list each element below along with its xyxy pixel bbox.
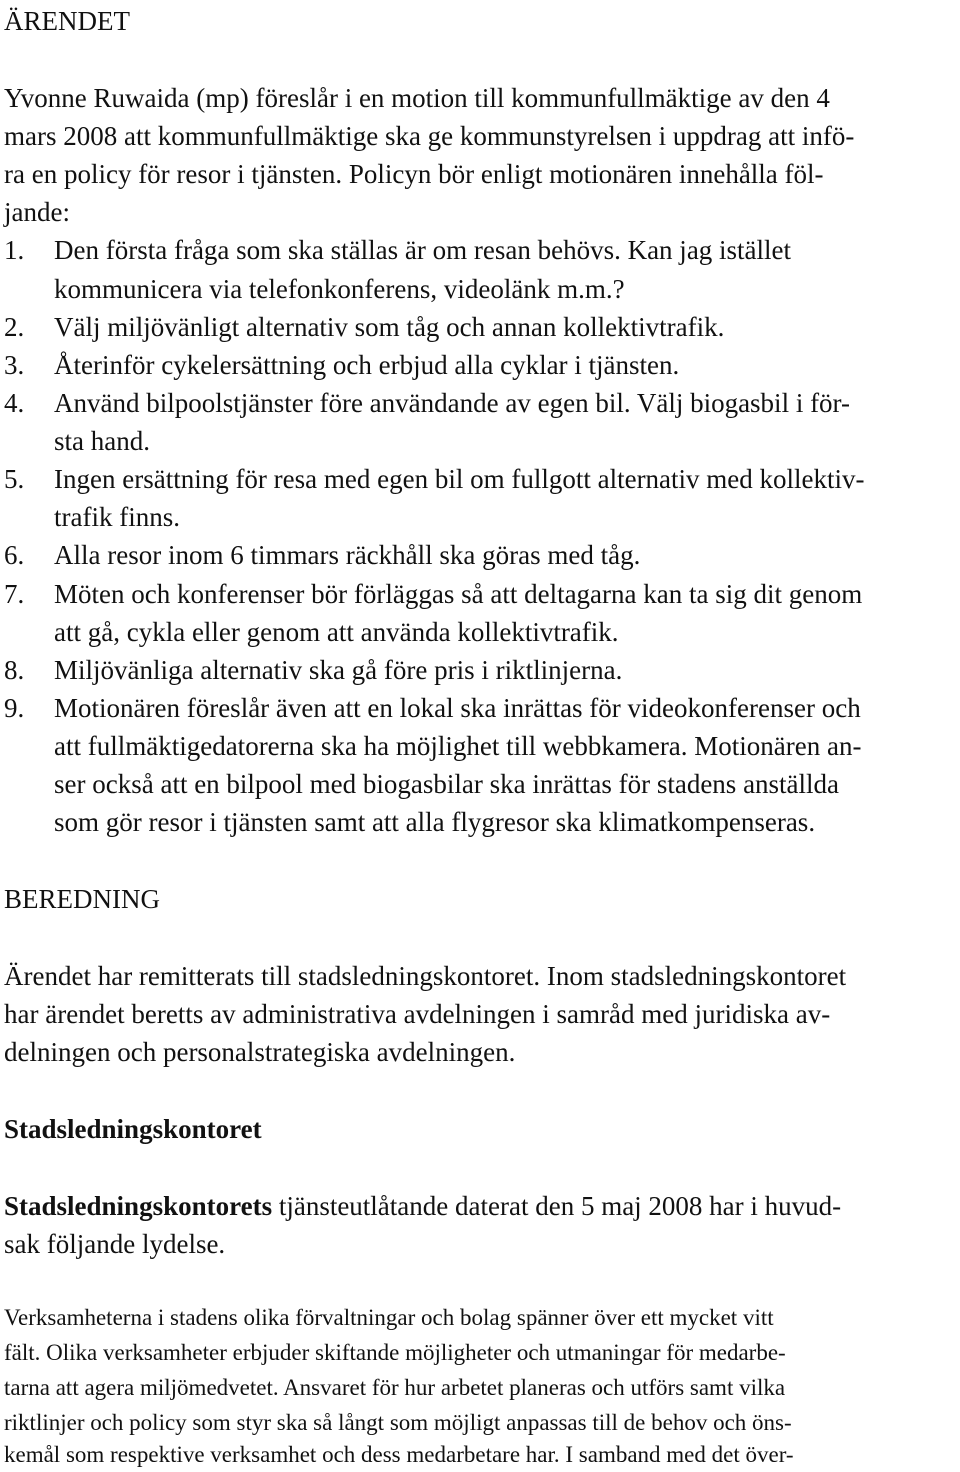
list-item-number: 7.: [4, 579, 25, 609]
paragraph-line: delningen och personalstrategiska avdelningen.: [4, 1037, 516, 1067]
bold-lead: Stadsledningskontorets: [4, 1191, 273, 1221]
list-item-line: Återinför cykelersättning och erbjud alla cyklar i tjänsten.: [54, 350, 680, 380]
paragraph-line: [4, 1187, 841, 1225]
section-heading-arendet: ÄRENDET: [4, 6, 130, 36]
list-item-line: Motionären föreslår även att en lokal ska inrättas för videokonferenser och: [54, 693, 861, 723]
list-item-line: Ingen ersättning för resa med egen bil om fullgott alternativ med kollektiv-: [54, 464, 865, 494]
list-item-line: Alla resor inom 6 timmars räckhåll ska göras med tåg.: [54, 540, 641, 570]
lead-rest: tjänsteutlåtande daterat den 5 maj 2008 har i huvud-: [272, 1191, 842, 1221]
paragraph-line: Verksamheterna i stadens olika förvaltningar och bolag spänner över ett mycket vitt: [4, 1305, 774, 1330]
list-item-line: sta hand.: [54, 426, 150, 456]
list-item-line: att fullmäktigedatorerna ska ha möjlighet till webbkamera. Motionären an-: [54, 731, 862, 761]
paragraph-line: sak följande lydelse.: [4, 1229, 226, 1259]
paragraph-line: har ärendet beretts av administrativa avdelningen i samråd med juridiska av-: [4, 999, 831, 1029]
list-item-line: kommunicera via telefonkonferens, videolänk m.m.?: [54, 274, 625, 304]
list-item-number: 4.: [4, 388, 25, 418]
list-item-line: Välj miljövänligt alternativ som tåg och annan kollektivtrafik.: [54, 312, 725, 342]
list-item-line: Använd bilpoolstjänster före användande av egen bil. Välj biogasbil i för-: [54, 388, 850, 418]
list-item-line: som gör resor i tjänsten samt att alla flygresor ska klimatkompenseras.: [54, 807, 816, 837]
list-item-number: 5.: [4, 464, 25, 494]
list-item-number: 8.: [4, 655, 25, 685]
list-item-line: trafik finns.: [54, 502, 180, 532]
list-item-line: ser också att en bilpool med biogasbilar ska inrättas för stadens anställda: [54, 769, 840, 799]
subheading-stadsledningskontoret: Stadsledningskontoret: [4, 1114, 262, 1144]
paragraph-line: tarna att agera miljömedvetet. Ansvaret för hur arbetet planeras och utförs samt vilka: [4, 1375, 786, 1400]
list-item-line: att gå, cykla eller genom att använda kollektivtrafik.: [54, 617, 619, 647]
list-item-number: 1.: [4, 235, 25, 265]
paragraph-line: riktlinjer och policy som styr ska så långt som möjligt anpassas till de behov och öns-: [4, 1410, 792, 1435]
paragraph-line: kemål som respektive verksamhet och dess medarbetare har. I samband med det över-: [4, 1442, 794, 1467]
list-item-number: 6.: [4, 540, 25, 570]
paragraph-line: Yvonne Ruwaida (mp) föreslår i en motion till kommunfullmäktige av den 4: [4, 83, 830, 113]
list-item-number: 9.: [4, 693, 25, 723]
paragraph-line: fält. Olika verksamheter erbjuder skiftande möjligheter och utmaningar för medarbe-: [4, 1340, 786, 1365]
list-item-line: Möten och konferenser bör förläggas så att deltagarna kan ta sig dit genom: [54, 579, 863, 609]
paragraph-line: mars 2008 att kommunfullmäktige ska ge kommunstyrelsen i uppdrag att infö-: [4, 121, 855, 151]
paragraph-line: Ärendet har remitterats till stadsledningskontoret. Inom stadsledningskontoret: [4, 961, 847, 991]
paragraph-line: jande:: [4, 197, 70, 227]
list-item-number: 2.: [4, 312, 25, 342]
list-item-number: 3.: [4, 350, 25, 380]
list-item-line: Den första fråga som ska ställas är om resan behövs. Kan jag istället: [54, 235, 792, 265]
list-item-line: Miljövänliga alternativ ska gå före pris i riktlinjerna.: [54, 655, 623, 685]
paragraph-line: ra en policy för resor i tjänsten. Policyn bör enligt motionären innehålla föl-: [4, 159, 824, 189]
section-heading-beredning: BEREDNING: [4, 884, 160, 914]
